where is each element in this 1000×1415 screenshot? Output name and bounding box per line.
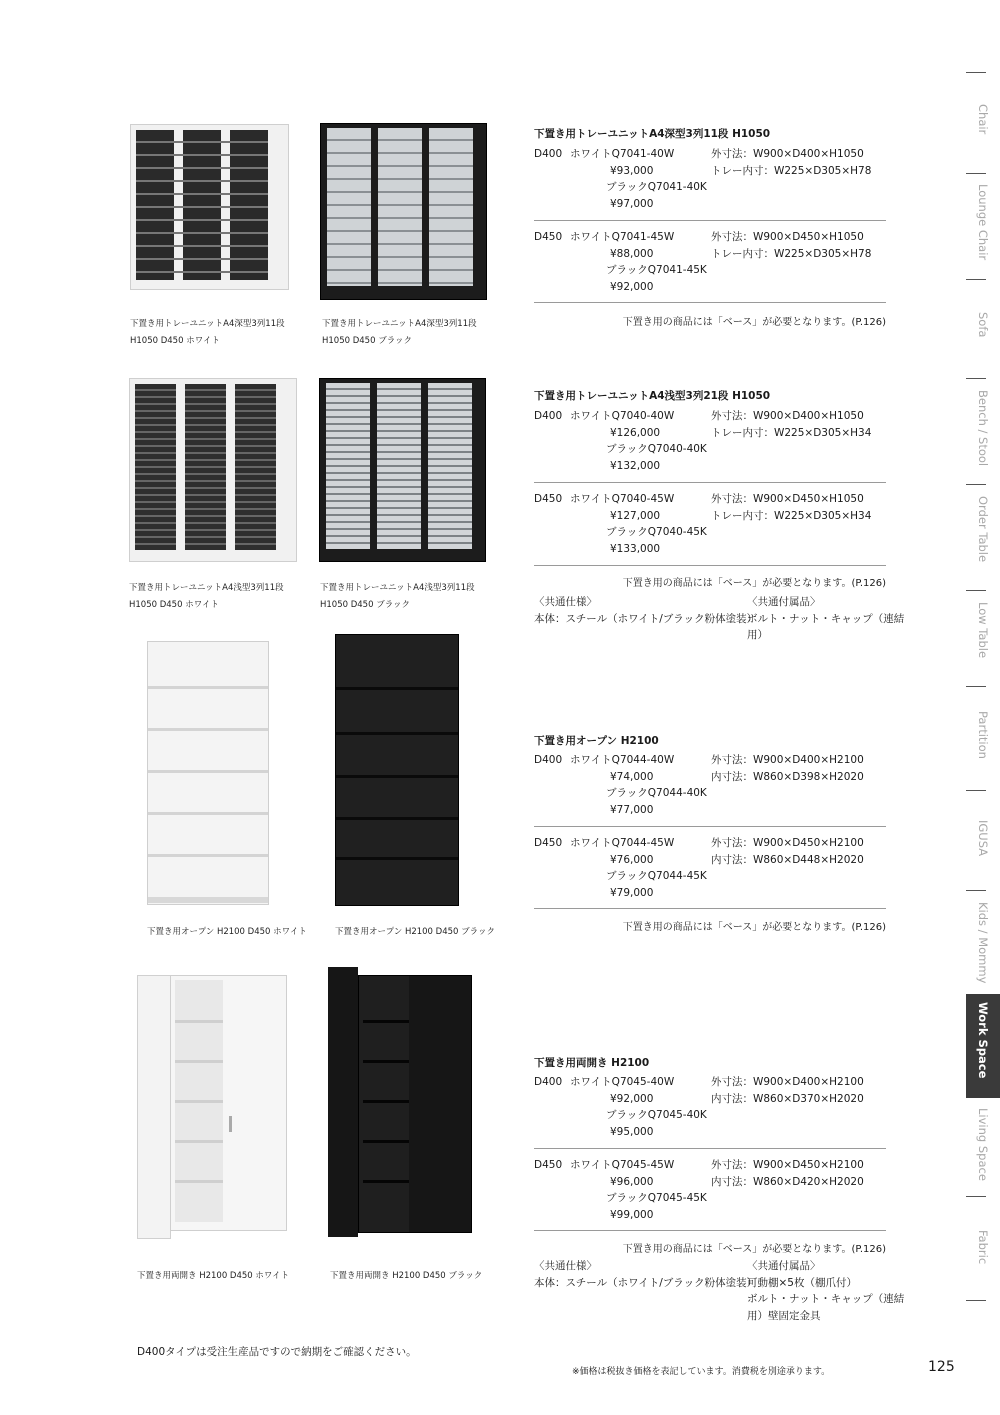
tab-work-space[interactable]: Work Space [966, 994, 1000, 1098]
tab-divider [966, 378, 986, 379]
product-image-deep-tray-white [130, 124, 289, 290]
product-caption: 下置き用両開き H2100 D450 ホワイト [137, 1271, 290, 1281]
tab-divider [966, 173, 986, 174]
common-parts: 〈共通付属品〉 可動棚×5枚（棚爪付） ボルト・ナット・キャップ（連結 用）壁固定金具 [747, 1260, 905, 1322]
tab-sofa[interactable]: Sofa [976, 312, 990, 338]
tab-divider [966, 590, 986, 591]
product-image-shallow-tray-white [129, 378, 297, 562]
product-caption: 下置き用トレーユニットA4深型3列11段 H1050 D450 ブラック [322, 319, 477, 346]
base-required-note: 下置き用の商品には「ベース」が必要となります。(P.126) [622, 922, 886, 933]
product-title: 下置き用オープン H2100 [534, 735, 659, 747]
common-parts: 〈共通付属品〉 ボルト・ナット・キャップ（連結 用） [747, 596, 905, 642]
tab-divider [966, 279, 986, 280]
tab-kids-mommy[interactable]: Kids / Mommy [976, 902, 990, 984]
base-required-note: 下置き用の商品には「ベース」が必要となります。(P.126) [622, 578, 886, 589]
d400-order-note: D400タイプは受注生産品ですので納期をご確認ください。 [137, 1346, 417, 1358]
product-image-door-black [358, 975, 472, 1233]
divider [534, 565, 886, 566]
divider [534, 1148, 886, 1149]
base-required-note: 下置き用の商品には「ベース」が必要となります。(P.126) [622, 1244, 886, 1255]
tab-lounge-chair[interactable]: Lounge Chair [976, 184, 990, 261]
product-image-door-black-left [328, 967, 358, 1237]
tab-order-table[interactable]: Order Table [976, 496, 990, 563]
tab-divider [966, 890, 986, 891]
page-number: 125 [928, 1359, 955, 1375]
product-caption: 下置き用両開き H2100 D450 ブラック [330, 1271, 483, 1281]
tab-divider [966, 1300, 986, 1301]
divider [534, 826, 886, 827]
tab-fabric[interactable]: Fabric [976, 1230, 990, 1265]
tax-note: ※価格は税抜き価格を表記しています。消費税を別途承ります。 [572, 1367, 831, 1377]
product-caption: 下置き用トレーユニットA4浅型3列11段 H1050 D450 ブラック [320, 583, 475, 610]
tab-igusa[interactable]: IGUSA [976, 820, 990, 857]
tab-bench-stool[interactable]: Bench / Stool [976, 390, 990, 467]
product-image-shallow-tray-black [319, 378, 486, 562]
product-image-open-white [147, 641, 269, 905]
product-title: 下置き用両開き H2100 [534, 1057, 650, 1069]
tab-living-space[interactable]: Living Space [976, 1108, 990, 1181]
divider [534, 482, 886, 483]
product-image-door-white-left [137, 975, 171, 1239]
product-caption: 下置き用トレーユニットA4浅型3列11段 H1050 D450 ホワイト [129, 583, 284, 610]
tab-chair[interactable]: Chair [976, 104, 990, 135]
divider [534, 1230, 886, 1231]
tab-divider [966, 686, 986, 687]
divider [534, 220, 886, 221]
divider [534, 302, 886, 303]
tab-divider [966, 72, 986, 73]
product-caption: 下置き用オープン H2100 D450 ホワイト [147, 927, 307, 937]
tab-divider [966, 790, 986, 791]
product-caption: 下置き用トレーユニットA4深型3列11段 H1050 D450 ホワイト [130, 319, 285, 346]
product-image-deep-tray-black [320, 123, 487, 300]
tab-divider [966, 1196, 986, 1197]
tab-partition[interactable]: Partition [976, 711, 990, 759]
common-spec: 〈共通仕様〉 本体：スチール（ホワイト/ブラック粉体塗装） [534, 1260, 758, 1289]
common-spec: 〈共通仕様〉 本体：スチール（ホワイト/ブラック粉体塗装） [534, 596, 758, 625]
tab-low-table[interactable]: Low Table [976, 602, 990, 659]
product-caption: 下置き用オープン H2100 D450 ブラック [335, 927, 495, 937]
tab-divider [966, 484, 986, 485]
divider [534, 908, 886, 909]
product-title: 下置き用トレーユニットA4深型3列11段 H1050 [534, 128, 771, 140]
product-title: 下置き用トレーユニットA4浅型3列21段 H1050 [534, 390, 771, 402]
product-image-door-white [170, 975, 287, 1231]
base-required-note: 下置き用の商品には「ベース」が必要となります。(P.126) [622, 317, 886, 328]
product-image-open-black [335, 634, 459, 906]
